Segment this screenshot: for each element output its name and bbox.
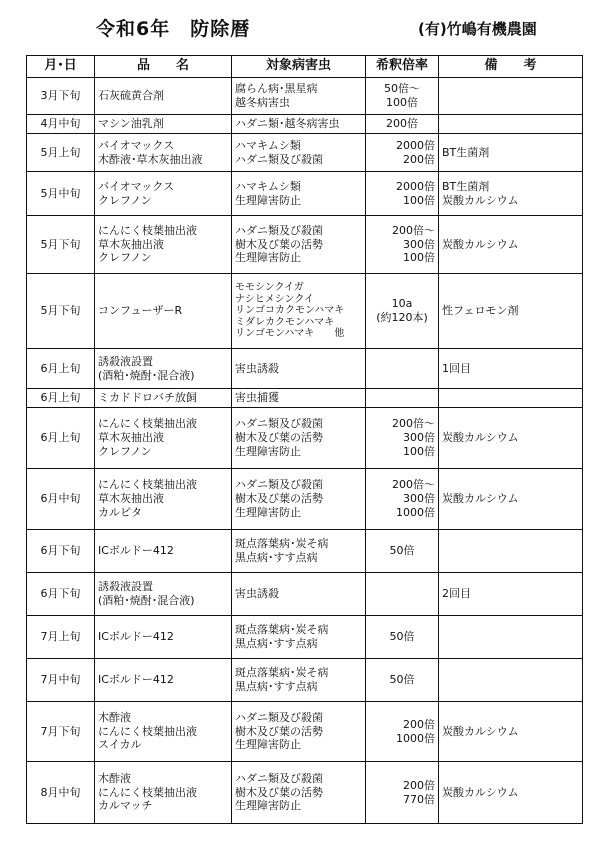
product-name: クレフノン: [98, 251, 152, 265]
note-cell: [439, 115, 583, 134]
dilution-rate: 200倍: [403, 152, 435, 166]
note-cell: [439, 573, 583, 616]
table-row: [27, 408, 583, 469]
table-row: [27, 78, 583, 115]
target-pest: ハダニ類及び殺菌: [235, 152, 323, 166]
product-name: クレフノン: [98, 444, 152, 458]
table-row: [27, 573, 583, 616]
target-pest: 生理障害防止: [235, 444, 301, 458]
date-cell: 7月中旬: [27, 659, 95, 702]
target-cell: [232, 172, 366, 216]
target-pest: ハマキムシ類: [235, 179, 301, 193]
dilution-cell: [366, 616, 439, 659]
dilution-cell: [366, 78, 439, 115]
target-pest: 樹木及び葉の活勢: [235, 724, 323, 738]
dilution-cell: [366, 659, 439, 702]
target-cell: [232, 349, 366, 389]
col-note-header: 備 考: [439, 56, 583, 78]
note-text: 性フェロモン剤: [442, 304, 519, 318]
product-name: カルマッチ: [98, 799, 153, 813]
note-text: 2回目: [442, 587, 471, 601]
target-pest: ハダニ類及び殺菌: [235, 417, 323, 431]
note-cell: [439, 172, 583, 216]
dilution-cell: [366, 469, 439, 530]
target-pest: リンゴコカクモンハマキ: [235, 305, 345, 317]
farm-name: (有)竹嶋有機農園: [418, 20, 537, 38]
target-cell: [232, 702, 366, 762]
col-product-header: 品 名: [95, 56, 232, 78]
target-pest: 生理障害防止: [235, 505, 301, 519]
note-cell: [439, 616, 583, 659]
date-cell: 6月下旬: [27, 530, 95, 573]
table-row: [27, 616, 583, 659]
table-row: [27, 134, 583, 172]
note-cell: [439, 469, 583, 530]
product-name: ICボルドー412: [98, 544, 174, 558]
target-pest: 黒点病･すす点病: [235, 637, 318, 650]
table-row: [27, 389, 583, 408]
product-name: (酒粕･焼酎･混合液): [98, 368, 195, 382]
target-pest: ハダニ類及び殺菌: [235, 223, 323, 237]
target-pest: 斑点落葉病･炭そ病: [235, 623, 329, 637]
target-pest: 生理障害防止: [235, 251, 301, 265]
table-row: [27, 172, 583, 216]
target-pest: ハダニ類及び殺菌: [235, 771, 323, 785]
target-pest: リンゴモンハマキ 他: [235, 328, 345, 340]
date-cell: 6月上旬: [27, 349, 95, 389]
table-row: [27, 530, 583, 573]
product-name: ICボルドー412: [98, 673, 174, 687]
date-cell: 5月上旬: [27, 134, 95, 172]
product-cell: [95, 216, 232, 274]
target-pest: モモシンクイガ: [235, 282, 304, 294]
target-cell: [232, 389, 366, 408]
date-cell: 5月下旬: [27, 274, 95, 349]
target-pest: 黒点病･すす点病: [235, 551, 318, 564]
table-row: [27, 702, 583, 762]
product-name: マシン油乳剤: [98, 117, 164, 131]
date-cell: 6月下旬: [27, 573, 95, 616]
product-name: バイオマックス: [98, 179, 175, 193]
dilution-rate: 50倍: [389, 544, 415, 558]
dilution-cell: [366, 573, 439, 616]
product-name: ミカドドロバチ放飼: [98, 391, 197, 405]
target-pest: 腐らん病･黒星病: [235, 82, 318, 96]
date-cell: 4月中旬: [27, 115, 95, 134]
target-pest: 害虫捕獲: [235, 391, 279, 405]
product-name: カルピタ: [98, 505, 142, 519]
dilution-rate: 300倍: [403, 492, 435, 506]
dilution-rate: 200倍: [403, 717, 435, 731]
target-pest: ハダニ類･越冬病害虫: [235, 117, 340, 131]
dilution-rate: 10a: [391, 297, 413, 311]
product-name: コンフューザーR: [98, 304, 183, 318]
product-cell: [95, 659, 232, 702]
target-pest: 生理障害防止: [235, 799, 301, 813]
date-cell: 6月上旬: [27, 408, 95, 469]
product-name: 木酢液･草木灰抽出液: [98, 152, 203, 166]
dilution-rate: 200倍: [386, 117, 418, 131]
note-text: 1回目: [442, 361, 471, 375]
product-name: 木酢液: [98, 771, 131, 785]
dilution-rate: 100倍: [403, 251, 435, 265]
target-cell: [232, 530, 366, 573]
target-pest: 害虫誘殺: [235, 587, 279, 601]
dilution-cell: [366, 274, 439, 349]
dilution-rate: 300倍: [403, 237, 435, 251]
product-name: 草木灰抽出液: [98, 431, 164, 445]
col-date-header: 月･日: [27, 56, 95, 78]
target-pest: ハダニ類及び殺菌: [235, 478, 323, 492]
note-text: BT生菌剤: [442, 145, 490, 159]
product-name: 石灰硫黄合剤: [98, 89, 164, 103]
target-pest: ミダレカクモンハマキ: [235, 316, 335, 328]
target-pest: 樹木及び葉の活勢: [235, 785, 323, 799]
product-cell: [95, 762, 232, 824]
note-text: 炭酸カルシウム: [442, 193, 519, 207]
dilution-rate: 100倍: [403, 444, 435, 458]
product-name: にんにく枝葉抽出液: [98, 417, 197, 431]
product-name: にんにく枝葉抽出液: [98, 478, 197, 492]
dilution-rate: 200倍～: [392, 417, 435, 431]
table-row: [27, 762, 583, 824]
product-name: スイカル: [98, 738, 142, 752]
dilution-cell: [366, 762, 439, 824]
product-name: にんにく枝葉抽出液: [98, 223, 197, 237]
target-pest: ナシヒメシンクイ: [235, 293, 314, 305]
product-name: にんにく枝葉抽出液: [98, 724, 197, 738]
product-name: バイオマックス: [98, 138, 175, 152]
product-cell: [95, 573, 232, 616]
table-row: [27, 115, 583, 134]
date-cell: 5月下旬: [27, 216, 95, 274]
dilution-rate: (約120本): [376, 311, 428, 324]
product-name: にんにく枝葉抽出液: [98, 785, 197, 799]
dilution-cell: [366, 134, 439, 172]
target-cell: [232, 274, 366, 349]
note-cell: [439, 702, 583, 762]
note-cell: [439, 762, 583, 824]
dilution-rate: 50倍: [389, 673, 415, 687]
product-cell: [95, 78, 232, 115]
target-pest: 樹木及び葉の活勢: [235, 431, 323, 445]
product-cell: [95, 702, 232, 762]
table-row: [27, 274, 583, 349]
target-cell: [232, 659, 366, 702]
target-cell: [232, 573, 366, 616]
date-cell: 6月上旬: [27, 389, 95, 408]
dilution-cell: [366, 702, 439, 762]
note-text: 炭酸カルシウム: [442, 492, 519, 506]
col-dilution-header: 希釈倍率: [366, 56, 439, 78]
dilution-cell: [366, 349, 439, 389]
dilution-rate: 1000倍: [396, 505, 435, 519]
note-cell: [439, 408, 583, 469]
note-text: BT生菌剤: [442, 179, 490, 193]
target-pest: ハダニ類及び殺菌: [235, 710, 323, 724]
target-cell: [232, 762, 366, 824]
product-cell: [95, 274, 232, 349]
target-pest: 樹木及び葉の活勢: [235, 237, 323, 251]
dilution-rate: 200倍～: [392, 478, 435, 492]
product-cell: [95, 172, 232, 216]
table-row: [27, 349, 583, 389]
product-name: 草木灰抽出液: [98, 492, 164, 506]
dilution-rate: 100倍: [403, 193, 435, 207]
product-cell: [95, 134, 232, 172]
table-row: [27, 659, 583, 702]
page-title: 令和6年 防除暦: [96, 18, 251, 40]
table-row: [27, 469, 583, 530]
target-cell: [232, 408, 366, 469]
dilution-cell: [366, 172, 439, 216]
dilution-cell: [366, 530, 439, 573]
dilution-rate: 50倍: [389, 630, 415, 644]
col-target-header: 対象病害虫: [232, 56, 366, 78]
dilution-rate: 300倍: [403, 431, 435, 445]
dilution-rate: 1000倍: [396, 731, 435, 745]
note-cell: [439, 78, 583, 115]
date-cell: 7月下旬: [27, 702, 95, 762]
note-text: 炭酸カルシウム: [442, 431, 519, 445]
note-cell: [439, 659, 583, 702]
date-cell: 7月上旬: [27, 616, 95, 659]
dilution-rate: 770倍: [403, 792, 435, 806]
note-text: 炭酸カルシウム: [442, 237, 519, 251]
product-cell: [95, 469, 232, 530]
target-pest: 越冬病害虫: [235, 96, 290, 109]
note-cell: [439, 134, 583, 172]
target-cell: [232, 134, 366, 172]
table-row: [27, 216, 583, 274]
target-pest: ハマキムシ類: [235, 138, 301, 152]
date-cell: 5月中旬: [27, 172, 95, 216]
note-cell: [439, 349, 583, 389]
date-cell: 6月中旬: [27, 469, 95, 530]
target-cell: [232, 616, 366, 659]
note-cell: [439, 274, 583, 349]
dilution-rate: 50倍～: [384, 82, 420, 96]
target-cell: [232, 115, 366, 134]
product-cell: [95, 530, 232, 573]
dilution-rate: 100倍: [386, 96, 418, 109]
product-cell: [95, 349, 232, 389]
note-text: 炭酸カルシウム: [442, 785, 519, 799]
product-name: クレフノン: [98, 193, 152, 207]
product-cell: [95, 115, 232, 134]
dilution-rate: 200倍～: [392, 223, 435, 237]
target-cell: [232, 216, 366, 274]
dilution-cell: [366, 115, 439, 134]
note-cell: [439, 389, 583, 408]
note-cell: [439, 530, 583, 573]
product-name: 草木灰抽出液: [98, 237, 164, 251]
note-cell: [439, 216, 583, 274]
note-text: 炭酸カルシウム: [442, 724, 519, 738]
product-cell: [95, 616, 232, 659]
product-name: 誘殺液設置: [98, 580, 153, 594]
product-cell: [95, 389, 232, 408]
product-name: (酒粕･焼酎･混合液): [98, 594, 195, 607]
spray-schedule-table: [26, 55, 583, 824]
date-cell: 3月下旬: [27, 78, 95, 115]
target-pest: 黒点病･すす点病: [235, 680, 318, 693]
product-name: 木酢液: [98, 710, 131, 724]
target-cell: [232, 469, 366, 530]
dilution-rate: 2000倍: [396, 179, 435, 193]
product-name: ICボルドー412: [98, 630, 174, 644]
target-pest: 樹木及び葉の活勢: [235, 492, 323, 506]
target-pest: 害虫誘殺: [235, 361, 279, 375]
dilution-rate: 200倍: [403, 778, 435, 792]
target-pest: 斑点落葉病･炭そ病: [235, 666, 329, 680]
target-cell: [232, 78, 366, 115]
target-pest: 斑点落葉病･炭そ病: [235, 537, 329, 551]
date-cell: 8月中旬: [27, 762, 95, 824]
target-pest: 生理障害防止: [235, 738, 301, 752]
product-cell: [95, 408, 232, 469]
dilution-cell: [366, 216, 439, 274]
target-pest: 生理障害防止: [235, 193, 301, 207]
dilution-cell: [366, 389, 439, 408]
dilution-cell: [366, 408, 439, 469]
header-row: [27, 56, 583, 78]
product-name: 誘殺液設置: [98, 354, 153, 368]
dilution-rate: 2000倍: [396, 138, 435, 152]
